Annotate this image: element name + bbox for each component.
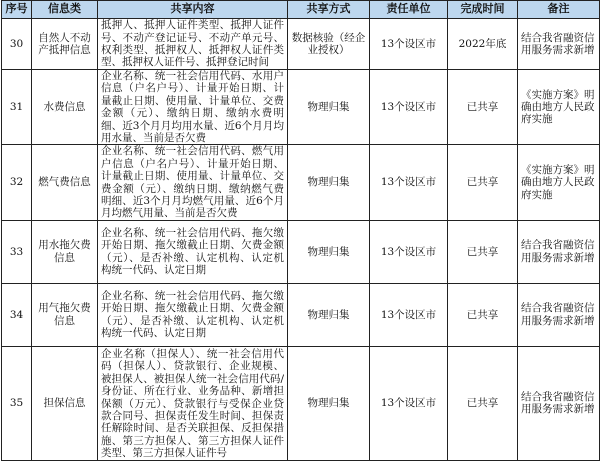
cell-info-type: 用水拖欠费信息 (32, 220, 98, 283)
header-responsible-unit: 责任单位 (370, 1, 448, 19)
cell-shared-content: 企业名称、统一社会信用代码、拖欠缴开始日期、拖欠缴截止日期、欠费金额（元）、是否补缴、认定机构、认定机构统一代码、认定日期 (98, 283, 288, 346)
cell-responsible-unit: 13个设区市 (370, 346, 448, 460)
table-row (2, 346, 600, 460)
header-info-type: 信息类 (32, 1, 98, 19)
header-row (2, 1, 600, 19)
cell-responsible-unit: 13个设区市 (370, 70, 448, 145)
cell-no: 31 (2, 70, 32, 145)
cell-shared-content: 企业名称、统一社会信用代码、燃气用户信息（户名户号）、计量开始日期、计量截止日期、使用量、计量单位、交费金额（元）、缴纳日期、缴纳燃气费明细、近3个月月均燃气用量、近6个月月均燃气用量、当前是否欠费 (98, 145, 288, 220)
cell-remarks: 结合我省融资信用服务需求新增 (518, 220, 600, 283)
table-row (2, 145, 600, 220)
cell-remarks: 《实施方案》明确由地方人民政府实施 (518, 70, 600, 145)
cell-shared-content: 企业名称（担保人）、统一社会信用代码（担保人）、贷款银行、企业规模、被担保人、被担保人统一社会信用代码/身份证、所在行业、业务品种、新增担保额（万元）、贷款银行与受保企业贷款合同号、担保责任发生时间、担保责任解除时间、是否关联担保、反担保措施、第三方担保人、第三方担保人证件类型、第三方担保人证件号 (98, 346, 288, 460)
cell-shared-content: 企业名称、统一社会信用代码、拖欠缴开始日期、拖欠缴截止日期、欠费金额（元）、是否补缴、认定机构、认定机构统一代码、认定日期 (98, 220, 288, 283)
cell-responsible-unit: 13个设区市 (370, 19, 448, 70)
header-remarks: 备注 (518, 1, 600, 19)
cell-remarks: 《实施方案》明确由地方人民政府实施 (518, 145, 600, 220)
cell-completion-time: 已共享 (448, 283, 518, 346)
table-row (2, 70, 600, 145)
cell-shared-content: 抵押人、抵押人证件类型、抵押人证件号、不动产登记证号、不动产单元号、权利类型、抵押权人、抵押权人证件类型、抵押权人证件号、抵押登记时间 (98, 19, 288, 70)
cell-no: 35 (2, 346, 32, 460)
cell-completion-time: 已共享 (448, 145, 518, 220)
cell-completion-time: 已共享 (448, 346, 518, 460)
table-row (2, 19, 600, 70)
header-no: 序号 (2, 1, 32, 19)
data-sharing-table (1, 0, 600, 461)
cell-share-mode: 数据核验（经企业授权） (288, 19, 370, 70)
cell-no: 30 (2, 19, 32, 70)
cell-no: 33 (2, 220, 32, 283)
cell-share-mode: 物理归集 (288, 70, 370, 145)
cell-completion-time: 2022年底 (448, 19, 518, 70)
header-shared-content: 共享内容 (98, 1, 288, 19)
cell-no: 32 (2, 145, 32, 220)
cell-remarks: 结合我省融资信用服务需求新增 (518, 346, 600, 460)
cell-share-mode: 物理归集 (288, 283, 370, 346)
header-share-mode: 共享方式 (288, 1, 370, 19)
cell-responsible-unit: 13个设区市 (370, 220, 448, 283)
cell-responsible-unit: 13个设区市 (370, 283, 448, 346)
table-row (2, 220, 600, 283)
cell-share-mode: 物理归集 (288, 346, 370, 460)
cell-info-type: 燃气费信息 (32, 145, 98, 220)
cell-completion-time: 已共享 (448, 220, 518, 283)
header-completion-time: 完成时间 (448, 1, 518, 19)
cell-info-type: 自然人不动产抵押信息 (32, 19, 98, 70)
cell-share-mode: 物理归集 (288, 220, 370, 283)
cell-info-type: 用气拖欠费信息 (32, 283, 98, 346)
table-row (2, 283, 600, 346)
cell-share-mode: 物理归集 (288, 145, 370, 220)
cell-info-type: 担保信息 (32, 346, 98, 460)
cell-info-type: 水费信息 (32, 70, 98, 145)
cell-completion-time: 已共享 (448, 70, 518, 145)
cell-shared-content: 企业名称、统一社会信用代码、水用户信息（户名户号）、计量开始日期、计量截止日期、使用量、计量单位、交费金额（元）、缴纳日期、缴纳水费明细、近3个月月均用水量、近6个月月均用水量、当前是否欠费 (98, 70, 288, 145)
cell-remarks: 结合我省融资信用服务需求新增 (518, 19, 600, 70)
cell-no: 34 (2, 283, 32, 346)
cell-responsible-unit: 13个设区市 (370, 145, 448, 220)
cell-remarks: 结合我省融资信用服务需求新增 (518, 283, 600, 346)
